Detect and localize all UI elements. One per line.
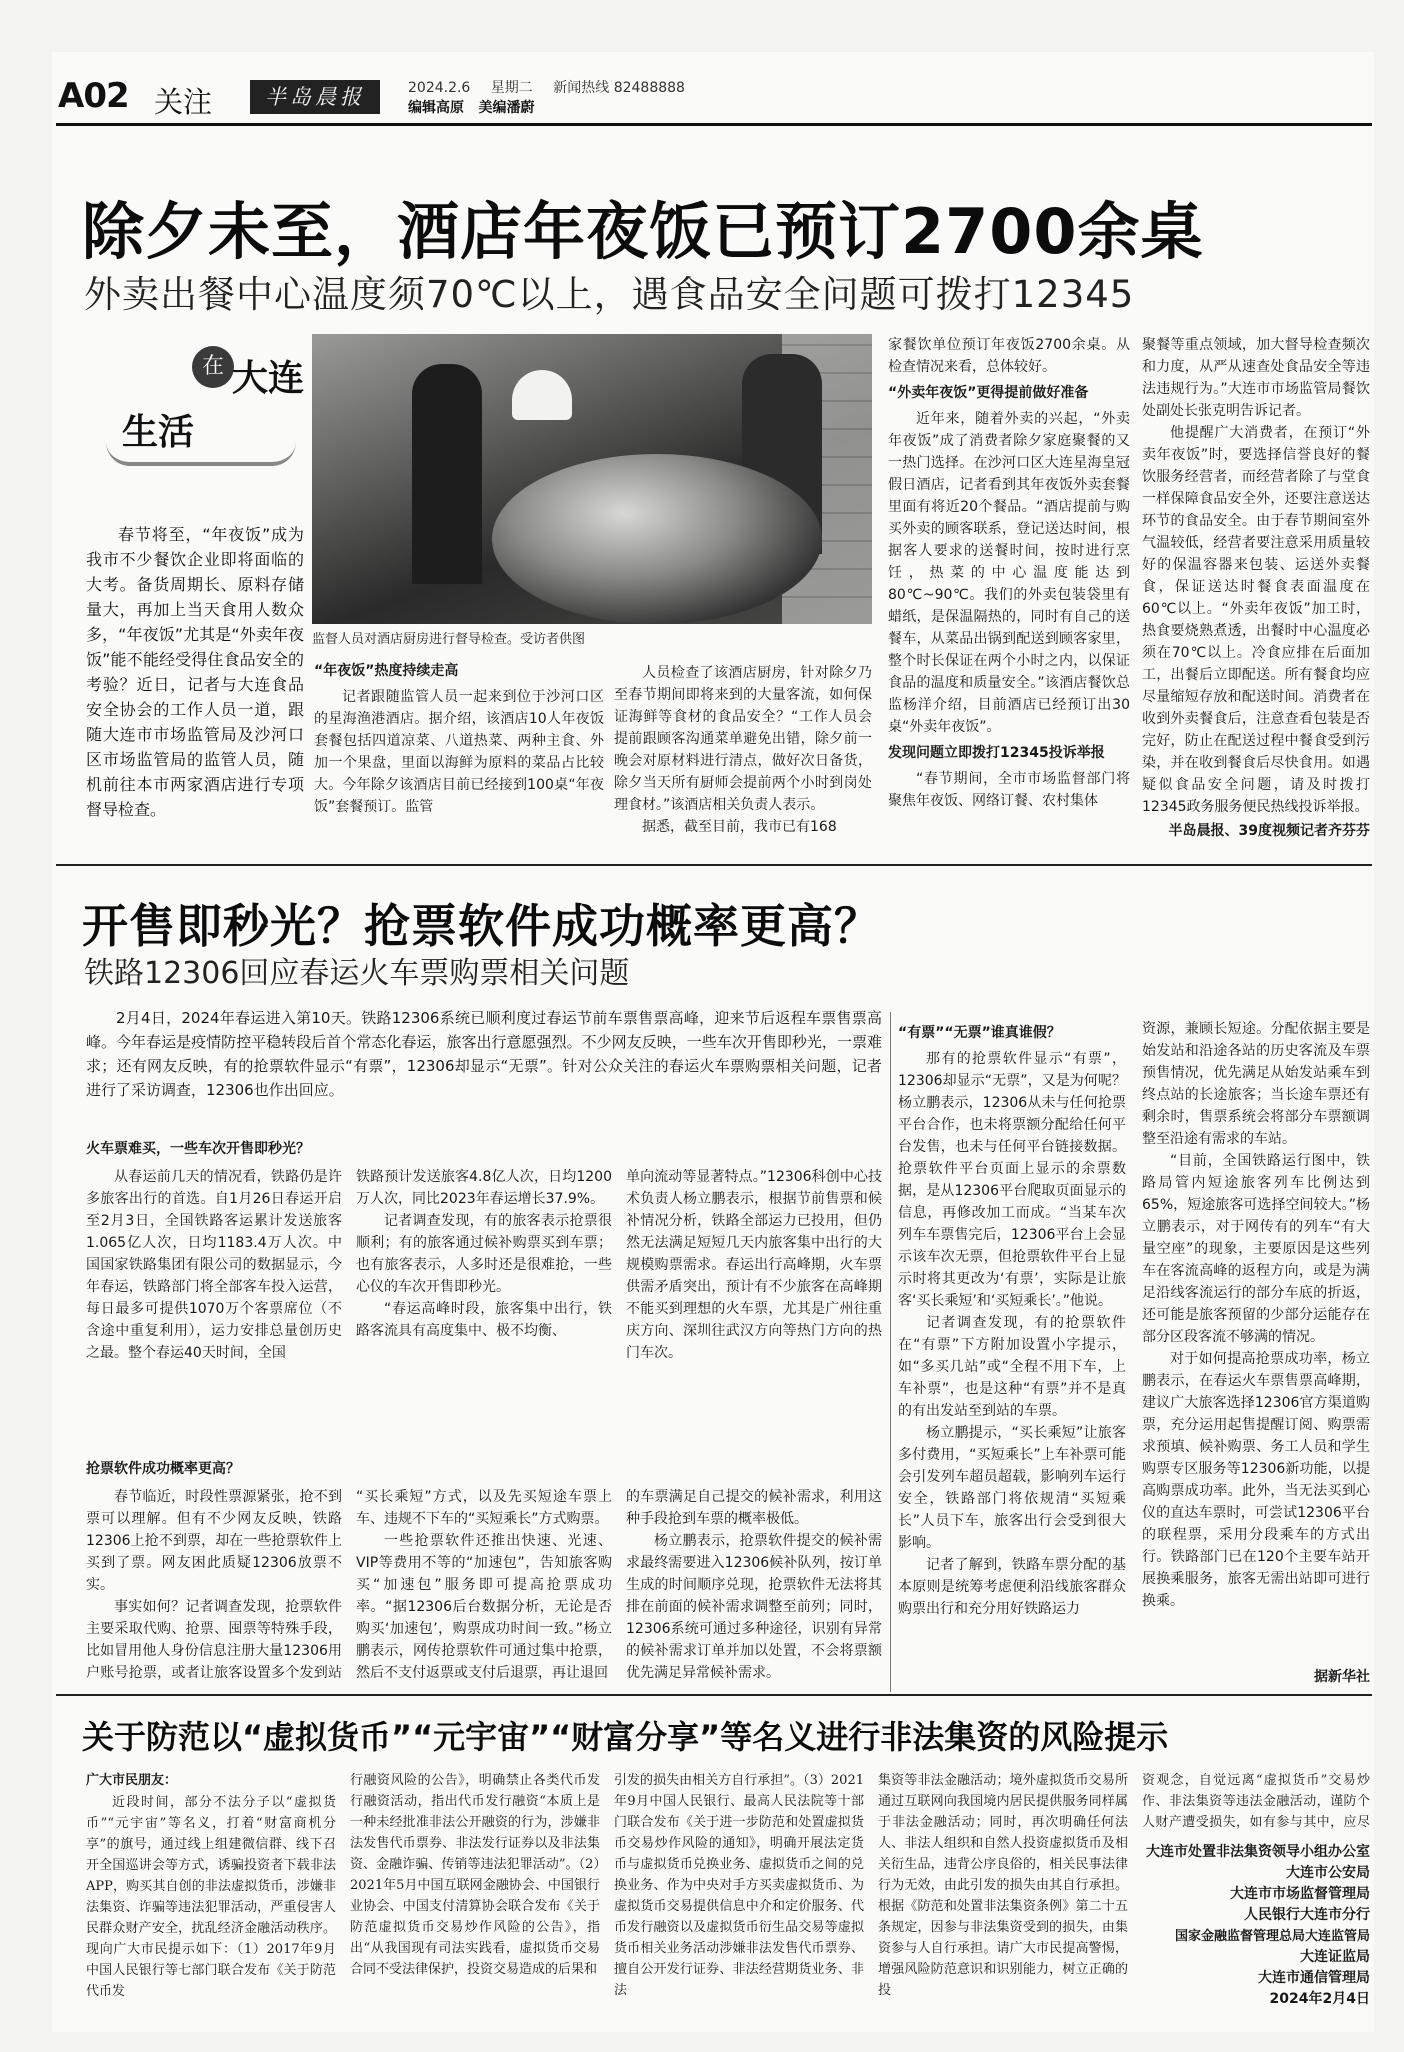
notice-col-5: 资观念，自觉远离“虚拟货币”交易炒作、非法集资等违法金融活动，谨防个人财产遭受损失，如有参与其中，应尽 — [1142, 1773, 1370, 1830]
designer-credit: 美编潘蔚 — [478, 100, 535, 116]
photo-caption: 监督人员对酒店厨房进行督导检查。受访者供图 — [312, 632, 586, 647]
notice-col-3: 引发的损失由相关方自行承担”。（3）2021年9月中国人民银行、最高人民法院等十部门联合发布《关于进一步防范和处置虚拟货币交易炒作风险的通知》，明确开展法定货币与虚拟货币兑换业务、虚拟货币之间的兑换业务、作为中央对手方买卖虚拟货币、为虚拟货币交易提供信息中介和定价服务、代币发行融资以及虚拟货币衍生品交易等虚拟货币相关业务活动涉嫌非法发售代币票券、擅自公开发行证券、非法经营期货业务、非法 — [614, 1773, 864, 1998]
brand-dalian: 大连 — [232, 357, 305, 399]
story2-byline: 据新华社 — [1314, 1669, 1370, 1685]
masthead — [56, 68, 1372, 126]
story2-q2-title: 抢票软件成功概率更高？ — [86, 1461, 240, 1477]
story2-col-2: 铁路预计发送旅客4.8亿人次，日均1200万人次，同比2023年春运增长37.9%。 记者调查发现，有的旅客表示抢票很顺利；有的旅客通过候补购票买到车票；也有旅客表示，人多时还是很难抢，一些心仪的车次开售即秒光。 “春运高峰时段，旅客集中出行，铁路客流具有高度集中、极不均衡、 — [356, 1169, 612, 1339]
newspaper-page — [52, 52, 1374, 2032]
signatory: 大连市公安局 — [1286, 1865, 1370, 1881]
story1-col-d: 聚餐等重点领域，加大督导检查频次和力度，从严从速查处食品安全等违法违规行为。”大连市市场监管局餐饮处副处长张克明告诉记者。 他提醒广大消费者，在预订“外卖年夜饭”时，要选择信誉良好的餐饮服务经营者，而经营者除了与堂食一样保障食品安全外，还要注意送达环节的食品安全。由于春节期间室外气温较低，经营者要注意采用质量较好的保温容器来包装、运送外卖餐食，保证送达时餐食表面温度在60℃以上。“外卖年夜饭”加工时，热食要烧熟煮透，出餐时中心温度必须在70℃以上。冷食应排在后面加工，出餐后立即配送。所有餐食均应尽量缩短存放和配送时间。消费者在收到外卖餐食后，注意查看包装是否完好，防止在配送过程中餐食受到污染，并在收到餐食后尽快食用。如遇疑似食品安全问题，请及时拨打12345政务服务便民热线投诉举报。 — [1142, 337, 1370, 815]
notice-salutation: 广大市民朋友： — [86, 1773, 178, 1788]
story1-col-b: 人员检查了该酒店厨房，针对除夕乃至春节期间即将来到的大量客流，如何保证海鲜等食材的食品安全？“工作人员会提前跟顾客沟通菜单避免出错，除夕前一晚会对原材料进行清点，做好次日备货，除夕当天所有厨师会提前两个小时到岗处理食材。”该酒店相关负责人表示。 据悉，截至目前，我市已有168 — [614, 665, 872, 835]
news-hotline: 新闻热线 82488888 — [553, 80, 685, 96]
signatory: 大连证监局 — [1300, 1949, 1370, 1965]
story3-headline: 关于防范以“虚拟货币”“元宇宙”“财富分享”等名义进行非法集资的风险提示 — [82, 1718, 1169, 1756]
story2-q2-title-wrap — [86, 1454, 342, 1484]
story2-col-7: 那有的抢票软件显示“有票”，12306却显示“无票”，又是为何呢？杨立鹏表示，12306从未与任何抢票平台合作，也未将票额分配给任何平台发售，也未与任何平台链接数据。抢票软件平台页面上显示的余票数据，是从12306平台爬取页面显示的信息，再修改加工而成。“当某车次列车车票售完后，12306平台上会显示该车次无票，但抢票软件平台上显示时将其更改为‘有票’，实际是让旅客‘买长乘短’和‘买短乘长’。”他说。 记者调查发现，有的抢票软件在“有票”下方附加设置小字提示，如“多买几站”或“全程不用下车，上车补票”，也是这种“有票”并不是真的有出发站至到站的车票。 杨立鹏提示，“买长乘短”让旅客多付费用，“买短乘长”上车补票可能会引发列车超员超载，影响列车运行安全，铁路部门将依规清“买短乘长”人员下车，旅客出行会受到很大影响。 记者了解到，铁路车票分配的基本原则是统筹考虑便利沿线旅客群众购票出行和充分用好铁路运力 — [898, 1051, 1126, 1617]
notice-salutation-wrap — [86, 1770, 336, 1791]
divider-2 — [56, 1694, 1372, 1696]
story1-col-c: 家餐饮单位预订年夜饭2700余桌。从检查情况来看，总体较好。 “外卖年夜饭”更得提前做好准备 近年来，随着外卖的兴起，“外卖年夜饭”成了消费者除夕家庭聚餐的又一热门选择。在沙河口区大连星海皇冠假日酒店，记者看到其年夜饭外卖套餐里面有将近20个餐品。“酒店提前与购买外卖的顾客联系，登记送达时间，根据客人要求的送餐时间，按时进行烹饪，热菜的中心温度能达到80℃~90℃。我们的外卖包装袋里有蜡纸，是保温隔热的，同时有自己的送餐车，从菜品出锅到配送到顾客家里，整个时长保证在两个小时之内，以保证食品的温度和质量安全。”该酒店餐饮总监杨洋介绍，目前酒店已经预订出30桌“外卖年夜饭”。 发现问题立即拨打12345投诉举报 “春节期间，全市市场监督部门将聚焦年夜饭、网络订餐、农村集体 — [888, 337, 1130, 809]
story2-col-5: “买长乘短”方式，以及先买短途车票上车、违规不下车的“买短乘长”方式购票。 一些抢票软件还推出快速、光速、VIP等费用不等的“加速包”，告知旅客购买“加速包”服务即可提高抢票成功率。“据12306后台数据分析，无论是否购买‘加速包’，购票成功时间一致。”杨立鹏表示，网传抢票软件可通过集中抢票，然后不支付返票或支付后退票，再让退回 — [356, 1489, 612, 1681]
story2-q3-title-wrap — [898, 1018, 1126, 1048]
signatory: 国家金融监督管理总局大连监管局 — [1174, 1929, 1370, 1944]
story2-col-1: 从春运前几天的情况看，铁路仍是许多旅客出行的首选。自1月26日春运开启至2月3日，全国铁路客运累计发送旅客1.065亿人次，日均1183.4万人次。中国国家铁路集团有限公司的数据显示，今年春运，铁路部门将全部客车投入运营，每日最多可提供1070万个客票席位（不含途中重复利用），运力安排总量创历史之最。整个春运40天时间，全国 — [86, 1169, 342, 1361]
divider-1 — [56, 864, 1372, 866]
brand-swoosh — [106, 442, 296, 466]
story1-byline: 半岛晨报、39度视频记者齐芬芬 — [1168, 823, 1370, 839]
story2-col-3: 单向流动等显著特点。”12306科创中心技术负责人杨立鹏表示，根据节前售票和候补情况分析，铁路全部运力已投用，但仍然无法满足短短几天内旅客集中出行的大规模购票需求。春运出行高峰期，火车票供需矛盾突出，预计有不少旅客在高峰期不能买到理想的火车票，尤其是广州往重庆方向、深圳往武汉方向等热门方向的热门车次。 — [626, 1169, 882, 1361]
story2-col-4: 春节临近，时段性票源紧张，抢不到票可以理解。但有不少网友反映，铁路12306上抢不到票，却在一些抢票软件上买到了票。网友困此质疑12306放票不实。 事实如何？记者调查发现，抢票软件主要采取代购、抢票、囤票等特殊手段，比如冒用他人身份信息注册大量12306用户账号抢票，或者让旅客设置多个发到站 — [86, 1489, 342, 1681]
story1-subheadline: 外卖出餐中心温度须70℃以上，遇食品安全问题可拨打12345 — [84, 273, 1135, 316]
story2-col-6: 的车票满足自己提交的候补需求，利用这种手段抢到车票的概率极低。 杨立鹏表示，抢票软件提交的候补需求最终需要进入12306候补队列，按订单生成的时间顺序兑现，抢票软件无法将其排在前面的候补需求调整至前列；同时，12306系统可通过多种途径，识别有异常的候补需求订单并加以处置，不会将票额优先满足异常候补需求。 — [626, 1489, 882, 1681]
story2-col-8: 资源，兼顾长短途。分配依据主要是始发站和沿途各站的历史客流及车票预售情况，优先满足从始发站乘车到终点站的长途旅客；当长途车票还有剩余时，售票系统会将部分车票额调整至沿途有需求的车站。 “目前，全国铁路运行图中，铁路局管内短途旅客列车比例达到65%，短途旅客可选择空间较大。”杨立鹏表示，对于网传有的列车“有大量空座”的现象，主要原因是这些列车在客流高峰的返程方向，或是为满足沿线客流运行的部分车底的折返，还可能是旅客预留的少部分运能存在部分区段客流不够满的情况。 对于如何提高抢票成功率，杨立鹏表示，在春运火车票售票高峰期，建议广大旅客选择12306官方渠道购票，充分运用起售提醒订阅、购票需求预填、候补购票、务工人员和学生购票专区服务等12306新功能，以提高购票成功率。此外，当无法买到心仪的直达车票时，可尝试12306平台的联程票，采用分段乘车的方式出行。铁路部门已在120个主要车站开展换乘服务，旅客无需出站即可进行换乘。 — [1142, 1021, 1370, 1609]
signatory: 大连市处置非法集资领导小组办公室 — [1146, 1844, 1370, 1860]
story1-lead: 春节将至，“年夜饭”成为我市不少餐饮企业即将面临的大考。备货周期长、原料存储量大，再加上当天食用人数众多，“年夜饭”尤其是“外卖年夜饭”能不能经受得住食品安全的考验？近日，记者与大连食品安全协会的工作人员一道，跟随大连市市场监管局及沙河口区市场监管局的监管人员，随机前往本市两家酒店进行专项督导检查。 — [86, 525, 304, 818]
notice-signatories — [1122, 1842, 1370, 2010]
story2-headline: 开售即秒光？抢票软件成功概率更高？ — [82, 899, 881, 953]
column-brand-logo — [82, 332, 312, 482]
story1-col-a: “年夜饭”热度持续走高 记者跟随监管人员一起来到位于沙河口区的星海渔港酒店。据介绍，该酒店10人年夜饭套餐包括四道凉菜、八道热菜、两种主食、外加一个果盘，里面以海鲜为原料的菜品占比较大。今年除夕该酒店目前已经接到100桌“年夜饭”套餐预订。监管 — [314, 656, 604, 836]
story1-section-title-1: “年夜饭”热度持续走高 — [314, 663, 459, 679]
issue-date: 2024.2.6 — [408, 80, 471, 96]
brand-life: 生活 — [122, 411, 195, 453]
issue-weekday: 星期二 — [490, 80, 533, 96]
notice-col-2: 行融资风险的公告》，明确禁止各类代币发行融资活动，指出代币发行融资“本质上是一种未经批准非法公开融资的行为，涉嫌非法发售代币票券、非法发行证券以及非法集资、金融诈骗、传销等违法犯罪活动”。（2）2021年5月中国互联网金融协会、中国银行业协会、中国支付清算协会联合发布《关于防范虚拟货币交易炒作风险的公告》，指出“从我国现有司法实践看，虚拟货币交易合同不受法律保护，投资交易造成的后果和 — [350, 1773, 600, 1977]
page-number: A02 — [58, 76, 129, 116]
editor-credit: 编辑高原 — [408, 100, 464, 116]
notice-col-4: 集资等非法金融活动；境外虚拟货币交易所通过互联网向我国境内居民提供服务同样属于非法金融活动；同时，再次明确任何法人、非法人组织和自然人投资虚拟货币及相关衍生品，违背公序良俗的，相关民事法律行为无效，由此引发的损失由其自行承担。根据《防范和处置非法集资条例》第二十五条规定，因参与非法集资受到的损失，由集资参与人自行承担。请广大市民提高警惕，增强风险防范意识和识别能力，树立正确的投 — [878, 1773, 1128, 1998]
column-rule — [890, 1012, 891, 1692]
newspaper-logo: 半岛晨报 — [250, 80, 380, 114]
brand-zai: 在 — [192, 346, 234, 388]
section-name: 关注 — [154, 85, 213, 119]
story2-q3-title: “有票”“无票”谁真谁假？ — [898, 1025, 1061, 1041]
story1-section-title-2: “外卖年夜饭”更得提前做好准备 — [888, 385, 1089, 401]
signatory: 大连市通信管理局 — [1258, 1970, 1370, 1986]
signatory: 人民银行大连市分行 — [1244, 1907, 1370, 1923]
signatory: 大连市市场监督管理局 — [1230, 1886, 1370, 1902]
story1-section-title-3: 发现问题立即拨打12345投诉举报 — [888, 745, 1105, 761]
story2-lead: 2月4日，2024年春运进入第10天。铁路12306系统已顺利度过春运节前车票售票高峰，迎来节后返程车票售票高峰。今年春运是疫情防控平稳转段后首个常态化春运，旅客出行意愿强烈。不少网友反映，一些车次开售即秒光，一票难求；还有网友反映，有的抢票软件显示“有票”，12306却显示“无票”。针对公众关注的春运火车票购票相关问题，记者进行了采访调查，12306也作出回应。 — [86, 1009, 882, 1099]
story1-headline: 除夕未至，酒店年夜饭已预订2700余桌 — [82, 195, 1204, 268]
notice-col-1: 近段时间，部分不法分子以“虚拟货币”“元宇宙”等名义，打着“财富商机分享”的旗号，通过线上组建微信群、线下召开全国巡讲会等方式，诱骗投资者下载非法APP，购买其自创的非法虚拟货币，涉嫌非法集资、诈骗等违法犯罪活动，严重侵害人民群众财产安全，扰乱经济金融活动秩序。现向广大市民提示如下：（1）2017年9月中国人民银行等七部门联合发布《关于防范代币发 — [86, 1795, 336, 1999]
kitchen-inspection-photo — [312, 334, 872, 624]
masthead-meta — [408, 78, 701, 118]
story2-q1-title-wrap — [86, 1134, 882, 1164]
story2-q1-title: 火车票难买，一些车次开售即秒光？ — [86, 1141, 310, 1157]
story2-subheadline: 铁路12306回应春运火车票购票相关问题 — [84, 956, 630, 991]
notice-date: 2024年2月4日 — [1269, 1991, 1370, 2007]
